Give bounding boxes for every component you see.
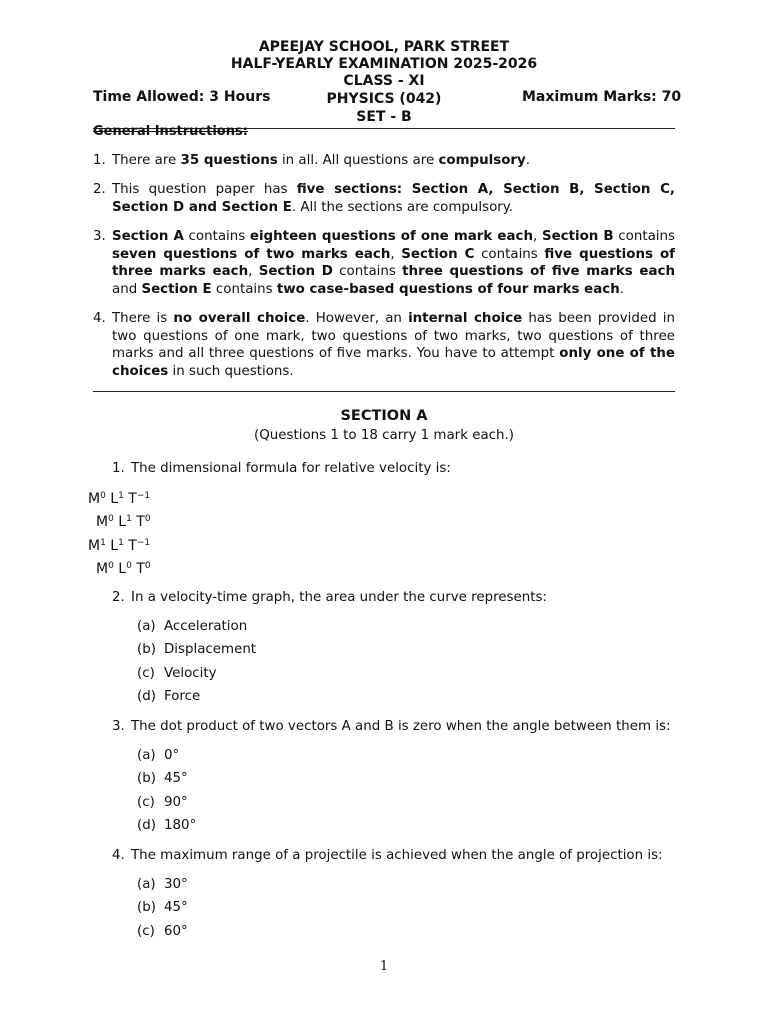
option-text: Acceleration <box>164 619 248 634</box>
instruction-text <box>112 228 675 298</box>
instruction-run: has been provided in two questions of one mark, two questions of two marks, two questions of three marks and all three questions of five marks. You have to attempt <box>112 311 675 362</box>
dim-exponent: 0 <box>126 561 132 571</box>
instruction-run: in all. All questions are <box>277 153 439 168</box>
dim-exponent: 0 <box>144 561 151 571</box>
question-1 <box>112 460 451 477</box>
dim-exponent: 0 <box>108 514 114 524</box>
dimension-option <box>88 535 150 555</box>
question-number: 4. <box>112 848 125 863</box>
section-title: SECTION A <box>340 408 428 424</box>
dim-exponent: −1 <box>136 538 151 548</box>
option-label: (b) <box>137 900 156 915</box>
instruction-bold-run: Section A <box>112 229 184 244</box>
dim-base: M <box>96 561 109 577</box>
option-item <box>137 618 247 635</box>
dim-base: L <box>110 491 119 507</box>
instruction-run: . However, an <box>305 311 409 326</box>
option-text: 45° <box>164 900 188 915</box>
instruction-number: 3. <box>93 229 106 244</box>
instruction-run: contains <box>211 281 277 297</box>
instruction-bold-run: Section D <box>258 264 333 280</box>
option-label: (d) <box>137 689 156 704</box>
instruction-item <box>93 228 675 298</box>
option-label: (c) <box>137 924 155 939</box>
dimension-option <box>88 488 150 508</box>
option-text: 0° <box>164 748 180 763</box>
subject-label: PHYSICS (042) <box>326 91 442 107</box>
instruction-run: . All the sections are compulsory. <box>291 199 514 215</box>
question-number: 3. <box>112 719 125 734</box>
instruction-run: and <box>112 281 142 297</box>
instruction-bold-run: 35 questions <box>180 153 278 168</box>
option-text: Velocity <box>164 666 217 681</box>
instructions-rule <box>93 391 675 392</box>
instruction-run: , <box>248 264 259 280</box>
dim-base: M <box>96 514 109 530</box>
time-allowed: Time Allowed: 3 Hours <box>93 89 271 105</box>
option-text: 30° <box>164 877 188 892</box>
dim-base: T <box>136 514 145 530</box>
instruction-text <box>112 181 675 216</box>
question-2 <box>112 589 547 606</box>
instruction-run: contains <box>332 264 403 280</box>
instruction-run: . <box>619 281 625 297</box>
instruction-text <box>112 152 675 170</box>
question-3 <box>112 718 671 735</box>
instruction-run: contains <box>183 229 250 244</box>
exam-title: HALF-YEARLY EXAMINATION 2025-2026 <box>230 56 538 72</box>
dim-exponent: 1 <box>118 491 124 501</box>
option-item <box>137 747 179 764</box>
instruction-item <box>93 310 675 380</box>
option-label: (b) <box>137 771 156 786</box>
dim-exponent: 0 <box>100 491 106 501</box>
dimension-option <box>96 558 151 578</box>
instruction-run: , <box>533 229 542 244</box>
instruction-bold-run: three questions of five marks each <box>402 264 675 280</box>
instruction-bold-run: Section C <box>401 246 475 262</box>
option-item <box>137 817 196 834</box>
instruction-run: This question paper has <box>112 182 297 197</box>
dim-exponent: 1 <box>100 538 106 548</box>
question-number: 2. <box>112 590 125 605</box>
option-text: 45° <box>164 771 188 786</box>
instruction-run: contains <box>613 229 675 244</box>
dim-base: M <box>88 538 101 554</box>
max-marks: Maximum Marks: 70 <box>522 89 682 105</box>
instruction-item <box>93 152 675 170</box>
school-name: APEEJAY SCHOOL, PARK STREET <box>258 39 510 55</box>
option-text: 180° <box>164 818 197 833</box>
instruction-run: There is <box>112 311 174 326</box>
dimension-option <box>96 511 151 531</box>
instruction-number: 2. <box>93 182 106 197</box>
option-label: (d) <box>137 818 156 833</box>
option-text: Displacement <box>164 642 257 657</box>
option-label: (c) <box>137 795 155 810</box>
instruction-bold-run: no overall choice <box>173 311 306 326</box>
instruction-item <box>93 181 675 216</box>
option-label: (b) <box>137 642 156 657</box>
question-text: The dot product of two vectors A and B is zero when the angle between them is: <box>131 719 671 734</box>
dim-base: T <box>128 538 137 554</box>
instruction-bold-run: compulsory <box>438 153 526 168</box>
instruction-number: 1. <box>93 153 106 168</box>
instruction-bold-run: Section E <box>141 281 212 297</box>
option-text: 60° <box>164 924 188 939</box>
class-label: CLASS - XI <box>343 73 425 89</box>
option-item <box>137 794 188 811</box>
option-label: (c) <box>137 666 155 681</box>
instruction-bold-run: Section B <box>541 229 614 244</box>
question-4 <box>112 847 663 864</box>
instruction-bold-run: five sections: Section A, Section B, Section C, Section D and Section E <box>112 182 675 215</box>
dim-base: T <box>128 491 137 507</box>
page-number: 1 <box>379 959 389 974</box>
option-text: Force <box>164 689 201 704</box>
dim-base: M <box>88 491 101 507</box>
instruction-run: , <box>390 246 402 262</box>
instruction-text <box>112 310 675 380</box>
option-label: (a) <box>137 619 156 634</box>
option-item <box>137 876 188 893</box>
option-text: 90° <box>164 795 188 810</box>
dim-exponent: 1 <box>126 514 132 524</box>
option-item <box>137 899 188 916</box>
dim-base: L <box>110 538 119 554</box>
question-number: 1. <box>112 461 125 476</box>
instruction-bold-run: seven questions of two marks each <box>112 246 391 262</box>
instruction-run: There are <box>112 153 181 168</box>
option-label: (a) <box>137 748 156 763</box>
general-instructions-title: General Instructions: <box>93 124 248 139</box>
question-text: The maximum range of a projectile is achieved when the angle of projection is: <box>131 848 663 863</box>
instruction-bold-run: internal choice <box>408 311 523 326</box>
instruction-run: in such questions. <box>168 363 294 379</box>
option-item <box>137 688 200 705</box>
dim-base: L <box>118 514 127 530</box>
dim-exponent: 0 <box>144 514 151 524</box>
dim-exponent: 1 <box>118 538 124 548</box>
option-item <box>137 665 217 682</box>
instruction-bold-run: eighteen questions of one mark each <box>249 229 533 244</box>
instruction-bold-run: only one of the choices <box>112 346 675 379</box>
dim-exponent: −1 <box>136 491 151 501</box>
option-label: (a) <box>137 877 156 892</box>
dim-base: T <box>136 561 145 577</box>
instruction-bold-run: five questions of three marks each <box>112 246 676 280</box>
question-text: The dimensional formula for relative velocity is: <box>131 461 451 476</box>
instruction-run: contains <box>474 246 545 262</box>
instruction-run: . <box>525 153 531 168</box>
option-item <box>137 770 188 787</box>
question-text: In a velocity-time graph, the area under the curve represents: <box>131 590 547 605</box>
dim-exponent: 0 <box>108 561 114 571</box>
option-item <box>137 641 256 658</box>
option-item <box>137 923 188 940</box>
instruction-number: 4. <box>93 311 106 326</box>
set-label: SET - B <box>356 109 412 125</box>
instruction-bold-run: two case-based questions of four marks each <box>276 281 620 297</box>
section-subtitle: (Questions 1 to 18 carry 1 mark each.) <box>254 428 514 443</box>
dim-base: L <box>118 561 127 577</box>
